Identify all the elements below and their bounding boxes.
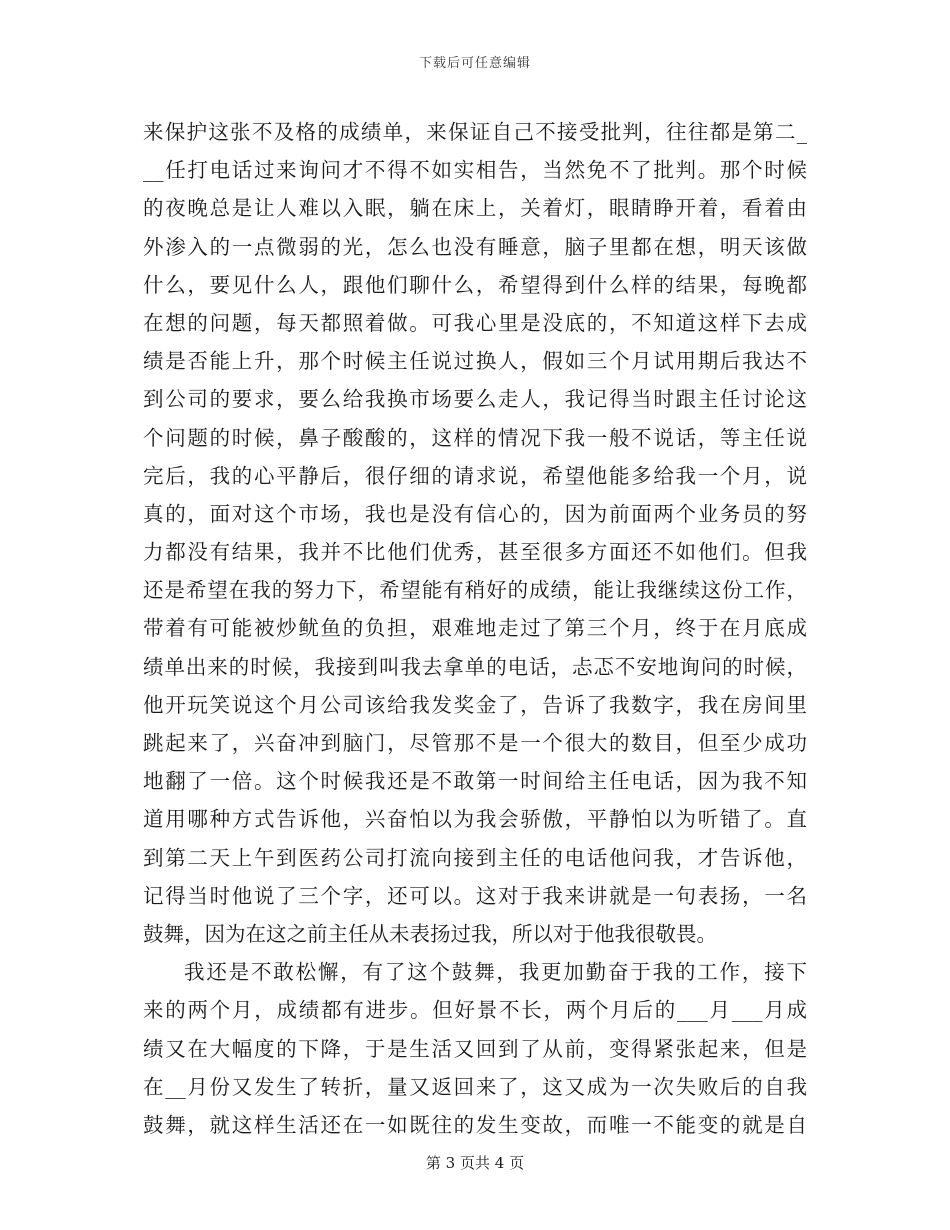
text-line: 带着有可能被炒鱿鱼的负担，艰难地走过了第三个月，终于在月底成 [143, 616, 807, 641]
text-line: 外渗入的一点微弱的光，怎么也没有睡意，脑子里都在想，明天该做 [143, 234, 807, 259]
text-line: 到第二天上午到医药公司打流向接到主任的电话他问我，才告诉他， [143, 845, 807, 870]
text-line: 在想的问题，每天都照着做。可我心里是没底的，不知道这样下去成 [143, 310, 807, 335]
text-line: 绩单出来的时候，我接到叫我去拿单的电话，忐忑不安地询问的时候， [143, 654, 807, 679]
text-line: 真的，面对这个市场，我也是没有信心的，因为前面两个业务员的努 [143, 501, 807, 526]
text-line: 道用哪种方式告诉他，兴奋怕以为我会骄傲，平静怕以为听错了。直 [143, 807, 807, 832]
text-line: 他开玩笑说这个月公司该给我发奖金了，告诉了我数字，我在房间里 [143, 692, 807, 717]
text-line: 还是希望在我的努力下，希望能有稍好的成绩，能让我继续这份工作， [143, 578, 807, 603]
text-line: 完后，我的心平静后，很仔细的请求说，希望他能多给我一个月，说 [143, 463, 807, 488]
text-line: 的夜晚总是让人难以入眠，躺在床上，关着灯，眼睛睁开着，看着由 [143, 196, 807, 221]
text-line: 个问题的时候，鼻子酸酸的，这样的情况下我一般不说话，等主任说 [143, 425, 807, 450]
text-line: 绩是否能上升，那个时候主任说过换人，假如三个月试用期后我达不 [143, 349, 807, 374]
text-line: 力都没有结果，我并不比他们优秀，甚至很多方面还不如他们。但我 [143, 540, 807, 565]
page-number: 第 3 页共 4 页 [425, 1154, 525, 1172]
document-body [143, 113, 807, 1144]
text-line: 来保护这张不及格的成绩单，来保证自己不接受批判，往往都是第二_ [143, 120, 807, 144]
text-line: 绩又在大幅度的下降，于是生活又回到了从前，变得紧张起来，但是 [143, 1036, 807, 1061]
text-line: 什么，要见什么人，跟他们聊什么，希望得到什么样的结果，每晚都 [143, 272, 807, 297]
text-line: 我还是不敢松懈，有了这个鼓舞，我更加勤奋于我的工作，接下 [184, 960, 807, 985]
text-line: 鼓舞，因为在这之前主任从未表扬过我，所以对于他我很敬畏。 [143, 921, 717, 946]
text-line: 到公司的要求，要么给我换市场要么走人，我记得当时跟主任讨论这 [143, 387, 807, 412]
text-line: 鼓舞，就这样生活还在一如既往的发生变故，而唯一不能变的就是自 [143, 1112, 807, 1137]
text-line: 跳起来了，兴奋冲到脑门，尽管那不是一个很大的数目，但至少成功 [143, 731, 807, 755]
text-line: 在__月份又发生了转折，量又返回来了，这又成为一次失败后的自我 [143, 1074, 807, 1099]
text-line: 来的两个月，成绩都有进步。但好景不长，两个月后的___月___月成 [143, 998, 807, 1023]
text-line: 地翻了一倍。这个时候我还是不敢第一时间给主任电话，因为我不知 [143, 769, 807, 794]
text-line: 记得当时他说了三个字，还可以。这对于我来讲就是一句表扬，一名 [143, 883, 807, 908]
page-header: 下载后可任意编辑 [418, 56, 531, 71]
text-line: __任打电话过来询问才不得不如实相告，当然免不了批判。那个时候 [143, 158, 807, 183]
